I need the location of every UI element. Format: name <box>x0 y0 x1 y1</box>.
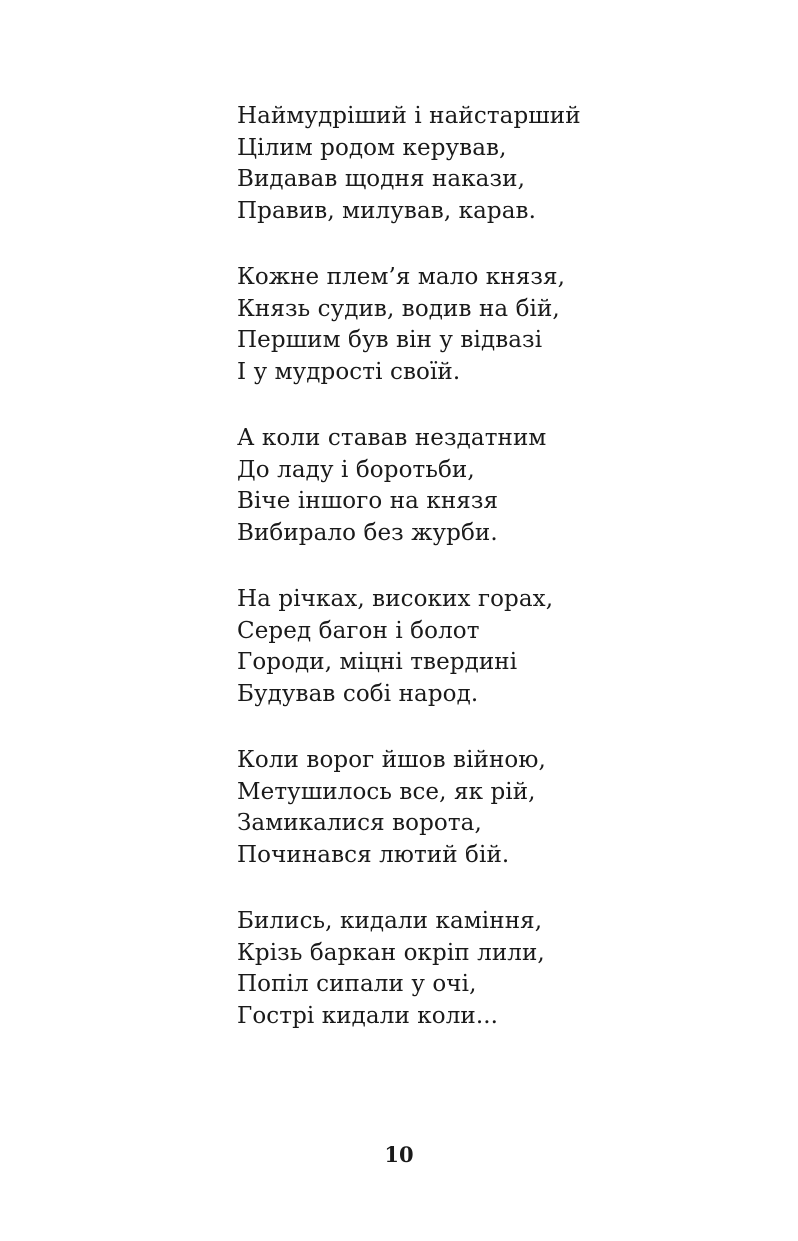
poem-line: Бились, кидали каміння, <box>237 908 543 934</box>
poem <box>237 101 757 1067</box>
poem-line: Вибирало без журби. <box>237 519 498 546</box>
poem-line: Метушилось все, як рій, <box>237 778 536 805</box>
poem-line: Видавав щодня накази, <box>237 166 525 192</box>
page-number: 10 <box>384 1142 414 1167</box>
poem-line: Серед багон і болот <box>237 617 480 644</box>
poem-line: Правив, милував, карав. <box>237 197 537 224</box>
poem-line: На річках, високих горах, <box>237 586 554 612</box>
stanza-3 <box>237 423 757 549</box>
poem-line: І у мудрості своїй. <box>237 358 461 385</box>
stanza-2 <box>237 262 757 388</box>
poem-line: Цілим родом керував, <box>237 134 507 161</box>
stanza-5 <box>237 745 757 871</box>
poem-line: Віче іншого на князя <box>237 488 499 514</box>
poem-line: Першим був він у відвазі <box>237 327 543 353</box>
poem-line: Гострі кидали коли... <box>237 1002 499 1029</box>
stanza-1 <box>237 101 757 227</box>
poem-line: Князь судив, водив на бій, <box>237 295 560 322</box>
poem-line: Кожне плем’я мало князя, <box>237 264 565 290</box>
poem-line: До ладу і боротьби, <box>237 456 475 483</box>
poem-line: Починався лютий бій. <box>237 841 510 868</box>
poem-line: Замикалися ворота, <box>237 810 482 836</box>
poem-line: Городи, міцні твердині <box>237 649 518 675</box>
poem-line: Наймудріший і найстарший <box>237 103 581 129</box>
poem-line: Будував собі народ. <box>237 680 479 707</box>
stanza-6 <box>237 906 757 1032</box>
poem-line: Попіл сипали у очі, <box>237 971 477 997</box>
poem-line: Крізь баркан окріп лили, <box>237 939 545 966</box>
poem-line: Коли ворог йшов війною, <box>237 747 546 773</box>
poem-line: А коли ставав нездатним <box>237 425 547 451</box>
stanza-4 <box>237 584 757 710</box>
